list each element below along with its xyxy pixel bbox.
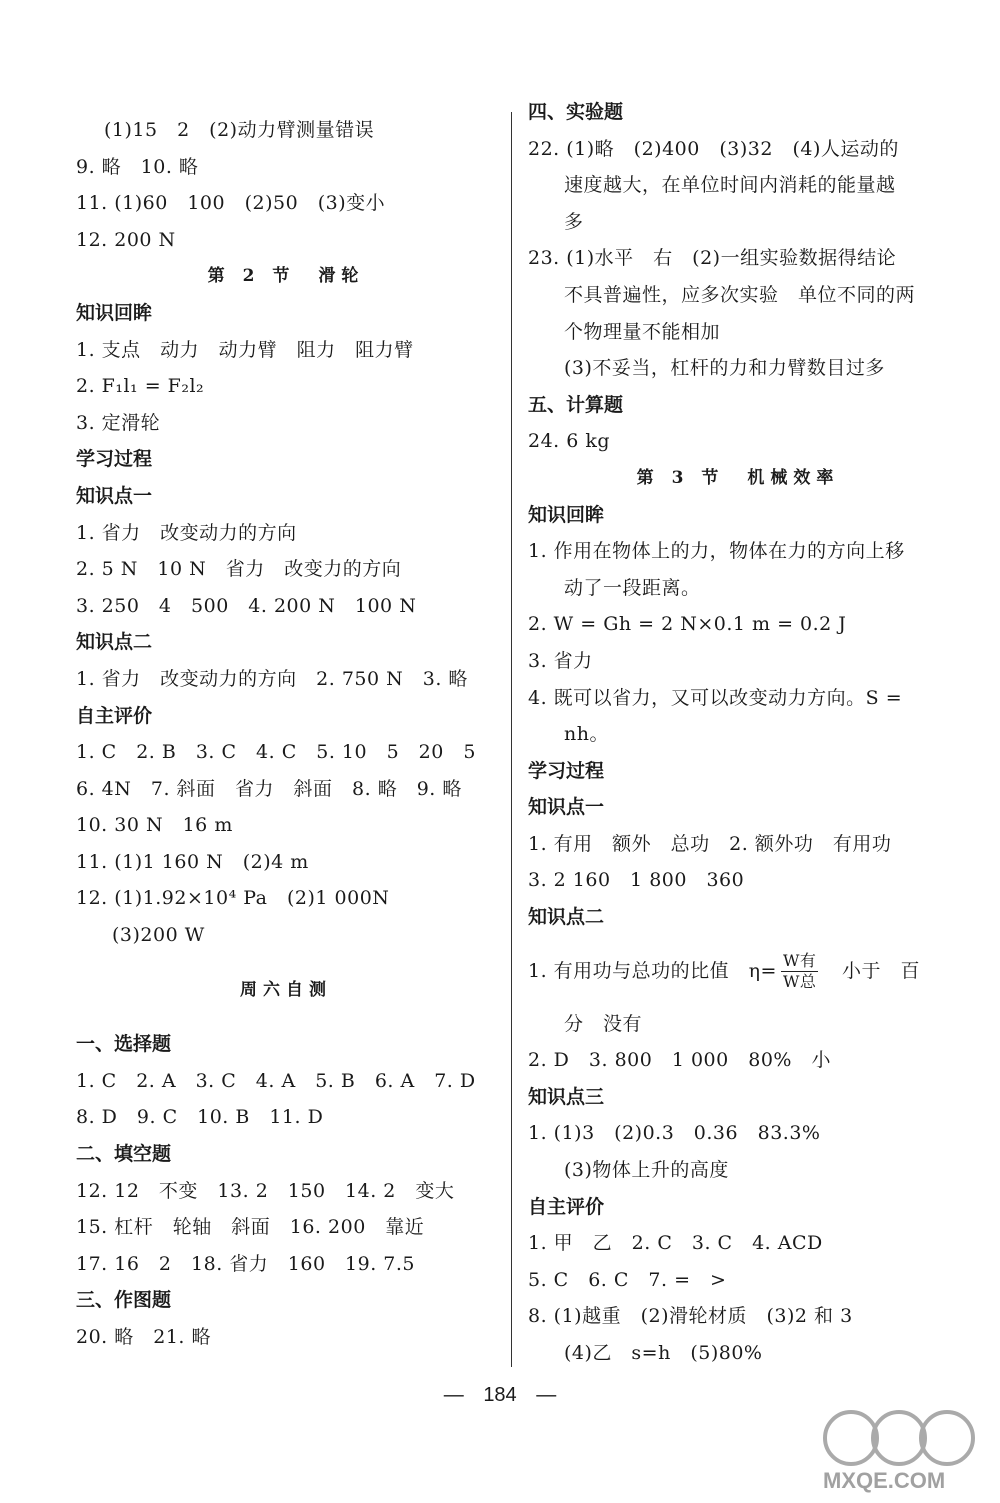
h2-line: 2. W = Gh = 2 N×0.1 m = 0.2 J xyxy=(528,613,847,636)
pingjia-item-cont: (3)200 W xyxy=(112,924,205,947)
heading-choice: 一、选择题 xyxy=(76,1033,172,1056)
h4-line: 4. 既可以省力，又可以改变动力方向。S = xyxy=(528,686,903,709)
fill-answers: 12. 12 不变 13. 2 150 14. 2 变大 xyxy=(76,1179,455,1202)
heading-point-2: 知识点二 xyxy=(76,631,153,654)
h3-line: 3. 省力 xyxy=(528,649,593,672)
r-point1-item: 3. 2 160 1 800 360 xyxy=(528,869,745,892)
line-top-3: 11. (1)60 100 (2)50 (3)变小 xyxy=(76,192,386,215)
r-pingjia-cont: (4)乙 s=h (5)80% xyxy=(564,1342,763,1364)
efficiency-text-tail: 小于 百 xyxy=(822,959,920,982)
q23-cont: 个物理量不能相加 xyxy=(564,320,721,343)
heading-point-1: 知识点一 xyxy=(76,484,153,507)
q23-last: (3)不妥当，杠杆的力和力臂数目过多 xyxy=(564,357,885,380)
h4-cont: nh。 xyxy=(564,723,609,746)
watermark-logo xyxy=(811,1398,986,1493)
r-point2-item: 2. D 3. 800 1 000 80% 小 xyxy=(528,1049,831,1072)
section-3-title: 第 3 节 机械效率 xyxy=(636,467,840,488)
q24-line: 24. 6 kg xyxy=(528,430,611,453)
q23-cont: 不具普遍性，应多次实验 单位不同的两 xyxy=(564,283,916,306)
efficiency-line xyxy=(528,936,948,1006)
watermark-text: MXQE.COM xyxy=(823,1468,946,1493)
efficiency-cont: 分 没有 xyxy=(564,1012,643,1035)
pingjia-item: 12. (1)1.92×10⁴ Pa (2)1 000N xyxy=(76,887,390,910)
drawing-answers: 20. 略 21. 略 xyxy=(76,1326,212,1348)
heading-zizhu-pingjia: 自主评价 xyxy=(76,704,153,727)
line-top-4: 12. 200 N xyxy=(76,228,176,251)
fill-answers: 15. 杠杆 轮轴 斜面 16. 200 靠近 xyxy=(76,1216,425,1239)
point2-item: 1. 省力 改变动力的方向 2. 750 N 3. 略 xyxy=(76,667,468,690)
section-2-title: 第 2 节 滑轮 xyxy=(207,266,365,287)
page-number-value: 184 xyxy=(483,1384,517,1406)
pingjia-item: 11. (1)1 160 N (2)4 m xyxy=(76,850,309,873)
heading-point-1-r: 知识点一 xyxy=(528,796,605,819)
h1-line: 1. 作用在物体上的力，物体在力的方向上移 xyxy=(528,540,905,563)
pingjia-item: 10. 30 N 16 m xyxy=(76,814,233,837)
huimou-item: 2. F₁l₁ = F₂l₂ xyxy=(76,375,205,398)
r-pingjia-item: 5. C 6. C 7. = > xyxy=(528,1268,727,1291)
pingjia-item: 6. 4N 7. 斜面 省力 斜面 8. 略 9. 略 xyxy=(76,777,462,800)
heading-calc: 五、计算题 xyxy=(528,393,624,416)
right-column xyxy=(528,101,948,1372)
line-top-1: (1)15 2 (2)动力臂测量错误 xyxy=(104,119,375,141)
point1-item: 1. 省力 改变动力的方向 xyxy=(76,521,297,544)
h1-cont: 动了一段距离。 xyxy=(564,576,701,599)
efficiency-text: 1. 有用功与总功的比值 η= xyxy=(528,959,777,982)
weekend-test-title: 周六自测 xyxy=(240,979,332,1000)
line-top-2: 9. 略 10. 略 xyxy=(76,155,199,178)
page-dash-left: — xyxy=(443,1384,464,1406)
q23-line: 23. (1)水平 右 (2)一组实验数据得结论 xyxy=(528,247,897,270)
huimou-item: 3. 定滑轮 xyxy=(76,411,161,434)
r-point3-item: 1. (1)3 (2)0.3 0.36 83.3% xyxy=(528,1122,821,1145)
q22-line: 22. (1)略 (2)400 (3)32 (4)人运动的 xyxy=(528,137,899,160)
heading-point-2-r: 知识点二 xyxy=(528,906,605,929)
huimou-item: 1. 支点 动力 动力臂 阻力 阻力臂 xyxy=(76,338,414,361)
fill-answers: 17. 16 2 18. 省力 160 19. 7.5 xyxy=(76,1252,416,1275)
r-pingjia-item: 8. (1)越重 (2)滑轮材质 (3)2 和 3 xyxy=(528,1305,853,1328)
heading-xuexi-guocheng: 学习过程 xyxy=(76,448,153,471)
r-point3-cont: (3)物体上升的高度 xyxy=(564,1159,729,1182)
r-point1-item: 1. 有用 额外 总功 2. 额外功 有用功 xyxy=(528,832,892,855)
heading-experiment: 四、实验题 xyxy=(528,101,624,123)
fraction-denominator: W总 xyxy=(782,972,817,992)
heading-xuexi-guocheng-r: 学习过程 xyxy=(528,759,605,782)
page-dash-right: — xyxy=(536,1384,557,1406)
efficiency-fraction xyxy=(781,951,818,992)
heading-zhishi-huimou-r: 知识回眸 xyxy=(528,503,605,526)
heading-drawing: 三、作图题 xyxy=(76,1289,172,1312)
heading-fill: 二、填空题 xyxy=(76,1143,172,1166)
r-pingjia-item: 1. 甲 乙 2. C 3. C 4. ACD xyxy=(528,1232,823,1255)
fraction-numerator: W有 xyxy=(782,951,817,971)
q22-cont: 速度越大，在单位时间内消耗的能量越 xyxy=(564,174,896,197)
heading-zizhu-pingjia-r: 自主评价 xyxy=(528,1195,605,1218)
heading-zhishi-huimou: 知识回眸 xyxy=(76,301,153,324)
pingjia-item: 1. C 2. B 3. C 4. C 5. 10 5 20 5 xyxy=(76,741,476,764)
choice-answers: 8. D 9. C 10. B 11. D xyxy=(76,1106,324,1129)
left-column xyxy=(76,112,496,1356)
choice-answers: 1. C 2. A 3. C 4. A 5. B 6. A 7. D xyxy=(76,1069,476,1092)
point1-item: 2. 5 N 10 N 省力 改变力的方向 xyxy=(76,558,402,581)
q22-cont: 多 xyxy=(564,210,584,233)
heading-point-3-r: 知识点三 xyxy=(528,1085,605,1108)
column-divider xyxy=(511,112,512,1367)
point1-item: 3. 250 4 500 4. 200 N 100 N xyxy=(76,594,417,617)
